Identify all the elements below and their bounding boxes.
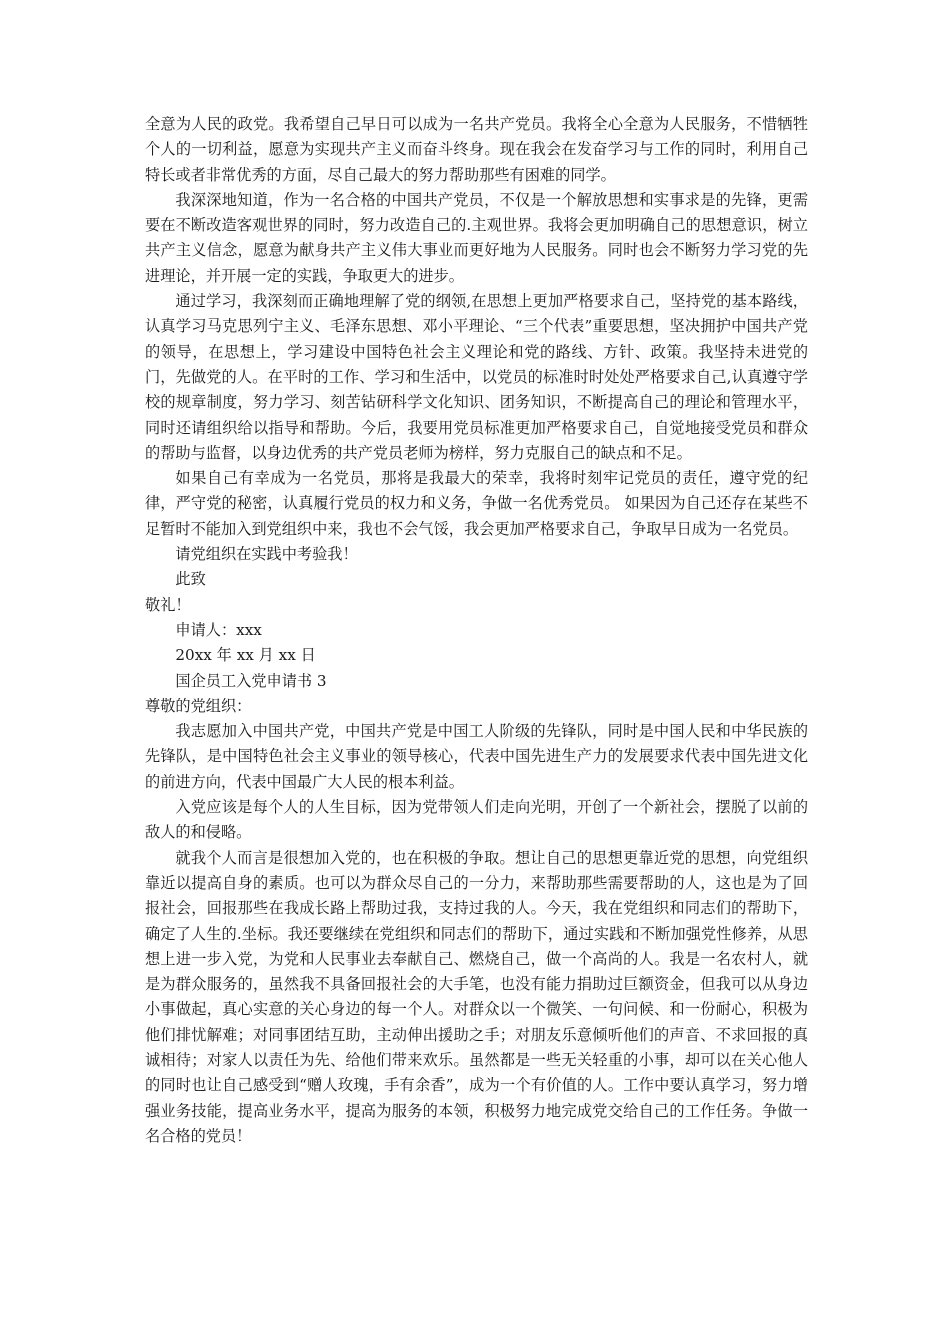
paragraph: 通过学习，我深刻而正确地理解了党的纲领,在思想上更加严格要求自己，坚持党的基本路线，认真学习马克思列宁主义、毛泽东思想、邓小平理论、“三个代表”重要思想，坚决拥护中国共产党的领导，在思想上，学习建设中国特色社会主义理论和党的路线、方针、政策。我坚持未进党的门，先做党的人。在平时的工作、学习和生活中，以党员的标准时时处处严格要求自己,认真遵守学校的规章制度，努力学习、刻苦钻研科学文化知识、团务知识，不断提高自己的理论和管理水平，同时还请组织给以指导和帮助。今后，我要用党员标准更加严格要求自己，自觉地接受党员和群众的帮助与监督，以身边优秀的共产党员老师为榜样，努力克服自己的缺点和不足。	[145, 292, 808, 462]
document-page	[145, 112, 808, 1149]
salutation-jingli: 敬礼！	[145, 595, 191, 614]
paragraph: 就我个人而言是很想加入党的，也在积极的争取。想让自己的思想更靠近党的思想，向党组织靠近以提高自身的素质。也可以为群众尽自己的一分力，来帮助那些需要帮助的人，这也是为了回报社会，回报那些在我成长路上帮助过我，支持过我的人。今天，我在党组织和同志们的帮助下，确定了人生的.坐标。我还要继续在党组织和同志们的帮助下，通过实践和不断加强党性修养，从思想上进一步入党，为党和人民事业去奉献自己、燃烧自己，做一个高尚的人。我是一名农村人，就是为群众服务的，虽然我不具备回报社会的大手笔，也没有能力捐助过巨额资金，但我可以从身边小事做起，真心实意的关心身边的每一个人。对群众以一个微笑、一句问候、和一份耐心，积极为他们排忧解难；对同事团结互助，主动伸出援助之手；对朋友乐意倾听他们的声音、不求回报的真诚相待；对家人以责任为先、给他们带来欢乐。虽然都是一些无关轻重的小事，却可以在关心他人的同时也让自己感受到“赠人玫瑰，手有余香”，成为一个有价值的人。工作中要认真学习，努力增强业务技能，提高业务水平，提高为服务的本领，积极努力地完成党交给自己的工作任务。争做一名合格的党员！	[145, 848, 808, 1145]
paragraph: 我志愿加入中国共产党，中国共产党是中国工人阶级的先锋队，同时是中国人民和中华民族的先锋队，是中国特色社会主义事业的领导核心，代表中国先进生产力的发展要求代表中国先进文化的前进方向，代表中国最广大人民的根本利益。	[145, 722, 808, 791]
salutation-cizhi: 此致	[175, 570, 206, 589]
paragraph: 我深深地知道，作为一名合格的中国共产党员，不仅是一个解放思想和实事求是的先锋，更需要在不断改造客观世界的同时，努力改造自己的.主观世界。我将会更加明确自己的思想意识，树立共产主义信念，愿意为献身共产主义伟大事业而更好地为人民服务。同时也会不断努力学习党的先进理论，并开展一定的实践，争取更大的进步。	[145, 190, 808, 285]
section-title: 国企员工入党申请书 3	[175, 671, 327, 690]
paragraph: 全意为人民的政党。我希望自己早日可以成为一名共产党员。我将全心全意为人民服务，不惜牺牲个人的一切利益，愿意为实现共产主义而奋斗终身。现在我会在发奋学习与工作的同时，利用自己特长或者非常优秀的方面，尽自己最大的努力帮助那些有困难的同学。	[145, 115, 808, 184]
applicant-line: 申请人：xxx	[175, 620, 262, 639]
greeting-line: 尊敬的党组织：	[145, 696, 252, 715]
closing-line: 请党组织在实践中考验我！	[175, 545, 358, 564]
paragraph: 如果自己有幸成为一名党员，那将是我最大的荣幸，我将时刻牢记党员的责任，遵守党的纪律，严守党的秘密，认真履行党员的权力和义务，争做一名优秀党员。 如果因为自己还存在某些不足暂时不能加入到党组织中来，我也不会气馁，我会更加严格要求自己，争取早日成为一名党员。	[145, 469, 808, 538]
paragraph: 入党应该是每个人的人生目标，因为党带领人们走向光明，开创了一个新社会，摆脱了以前的敌人的和侵略。	[145, 798, 808, 842]
date-line: 20xx 年 xx 月 xx 日	[175, 646, 316, 665]
